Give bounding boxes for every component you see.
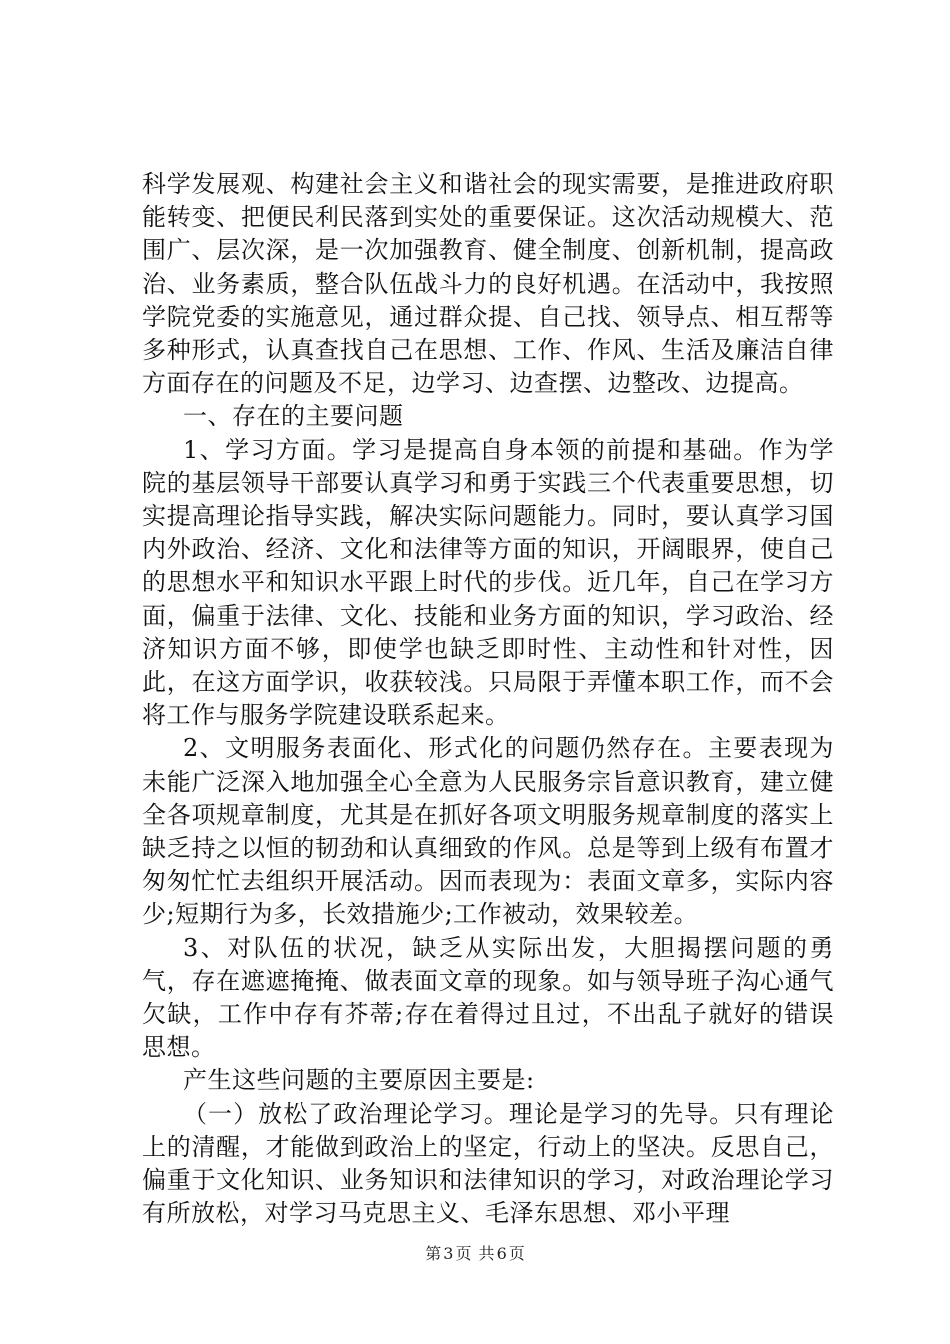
paragraph-study: 1、学习方面。学习是提高自身本领的前提和基础。作为学院的基层领导干部要认真学习和勇于实践三个代表重要思想，切实提高理论指导实践，解决实际问题能力。同时，要认真学习国内外政治、经济、文化和法律等方面的知识，开阔眼界，使自己的思想水平和知识水平跟上时代的步伐。近几年，自己在学习方面，偏重于法律、文化、技能和业务方面的知识，学习政治、经济知识方面不够，即使学也缺乏即时性、主动性和针对性，因此，在这方面学识，收获较浅。只局限于弄懂本职工作，而不会将工作与服务学院建设联系起来。 — [142, 435, 834, 730]
total-pages: 6 — [496, 1244, 507, 1263]
page-footer — [0, 1244, 950, 1264]
total-label-suffix: 页 — [508, 1244, 525, 1263]
page-label-prefix: 第 — [425, 1244, 442, 1263]
paragraph-team: 3、对队伍的状况，缺乏从实际出发，大胆揭摆问题的勇气，存在遮遮掩掩、做表面文章的现象。如与领导班子沟心通气欠缺，工作中存有芥蒂;存在着得过且过，不出乱子就好的错误思想。 — [142, 933, 834, 1062]
page-label-mid: 页 — [455, 1244, 472, 1263]
paragraph-causes-intro: 产生这些问题的主要原因主要是: — [183, 1066, 535, 1095]
paragraph-service: 2、文明服务表面化、形式化的问题仍然存在。主要表现为未能广泛深入地加强全心全意为人民服务宗旨意识教育，建立健全各项规章制度，尤其是在抓好各项文明服务规章制度的落实上缺乏持之以恒的韧劲和认真细致的作风。总是等到上级有布置才匆匆忙忙去组织开展活动。因而表现为：表面文章多，实际内容少;短期行为多，长效措施少;工作被动，效果较差。 — [142, 734, 834, 929]
section-heading-problems: 一、存在的主要问题 — [183, 402, 404, 431]
document-body — [142, 168, 834, 1231]
total-label-prefix: 共 — [478, 1244, 495, 1263]
paragraph-intro: 科学发展观、构建社会主义和谐社会的现实需要，是推进政府职能转变、把便民利民落到实处的重要保证。这次活动规模大、范围广、层次深，是一次加强教育、健全制度、创新机制，提高政治、业务素质，整合队伍战斗力的良好机遇。在活动中，我按照学院党委的实施意见，通过群众提、自己找、领导点、相互帮等多种形式，认真查找自己在思想、工作、作风、生活及廉洁自律方面存在的问题及不足，边学习、边查摆、边整改、边提高。 — [142, 170, 834, 398]
page-number: 3 — [443, 1244, 454, 1263]
paragraph-cause-one: （一）放松了政治理论学习。理论是学习的先导。只有理论上的清醒，才能做到政治上的坚定，行动上的坚决。反思自己，偏重于文化知识、业务知识和法律知识的学习，对政治理论学习有所放松，对学习马克思主义、毛泽东思想、邓小平理 — [142, 1099, 834, 1228]
